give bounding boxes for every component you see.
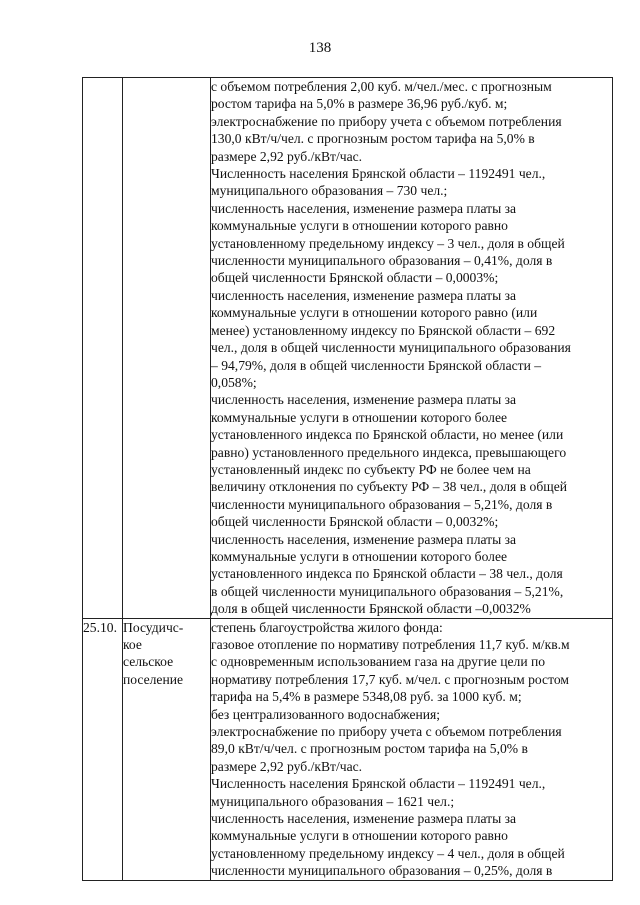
description-line: численность населения, изменение размера платы за (211, 392, 517, 408)
description-line: в общей численности муниципального образования – 5,21%, (211, 583, 564, 599)
description-line: электроснабжение по прибору учета с объемом потребления (211, 724, 562, 740)
description-line: численности муниципального образования – 5,21%, доля в (211, 496, 553, 512)
description-line: равно) установленного предельного индекса, превышающего (211, 444, 567, 460)
description-line: Численность населения Брянской области – 1192491 чел., (211, 776, 546, 792)
description-line: размере 2,92 руб./кВт/час. (211, 148, 363, 164)
description-line: муниципального образования – 730 чел.; (211, 183, 448, 199)
description-line: установленного индекса по Брянской области, но менее (или (211, 427, 564, 443)
description-line: коммунальные услуги в отношении которого равно (или (211, 305, 538, 321)
description-line: численность населения, изменение размера платы за (211, 287, 517, 303)
description-line: установленного индекса по Брянской области – 38 чел., доля (211, 566, 563, 582)
table-row (83, 618, 613, 880)
description-line: коммунальные услуги в отношении которого более (211, 548, 508, 564)
municipality-name-cell (123, 78, 211, 619)
description-line: численность населения, изменение размера платы за (211, 811, 517, 827)
description-line: размере 2,92 руб./кВт/час. (211, 758, 363, 774)
description-line: газовое отопление по нормативу потребления 11,7 куб. м/кв.м (211, 637, 570, 652)
description-line: доля в общей численности Брянской области –0,0032% (211, 601, 531, 617)
description-line: 130,0 кВт/ч/чел. с прогнозным ростом тарифа на 5,0% в (211, 131, 535, 147)
description-line: установленному предельному индексу – 3 чел., доля в общей (211, 235, 565, 251)
description-line: установленному предельному индексу – 4 чел., доля в общей (211, 845, 565, 861)
row-number-cell (83, 618, 123, 880)
description-line: установленный индекс по субъекту РФ не более чем на (211, 461, 531, 477)
municipality-name-line: кое (123, 637, 142, 652)
row-number-cell (83, 78, 123, 619)
table-row (83, 78, 613, 619)
description-line: численность населения, изменение размера платы за (211, 200, 517, 216)
description-line: общей численности Брянской области – 0,0032%; (211, 514, 499, 530)
description-line: тарифа на 5,4% в размере 5348,08 руб. за 1000 куб. м; (211, 689, 522, 705)
municipality-name-line: Посудичс- (123, 619, 184, 635)
description-line: численности муниципального образования – 0,25%, доля в (211, 863, 553, 879)
description-line: менее) установленному индексу по Брянской области – 692 (211, 322, 556, 338)
description-line: 89,0 кВт/ч/чел. с прогнозным ростом тарифа на 5,0% в (211, 741, 528, 757)
description-line: численность населения, изменение размера платы за (211, 531, 517, 547)
description-line: 0,058%; (211, 374, 257, 390)
description-cell (211, 78, 613, 619)
municipality-name-cell (123, 618, 211, 880)
description-line: численности муниципального образования – 0,41%, доля в (211, 253, 553, 269)
description-line: степень благоустройства жилого фонда: (211, 619, 443, 635)
description-line: величину отклонения по субъекту РФ – 38 чел., доля в общей (211, 479, 568, 495)
description-line: коммунальные услуги в отношении которого равно (211, 218, 508, 234)
description-line: – 94,79%, доля в общей численности Брянской области – (211, 357, 542, 373)
page-number: 138 (308, 40, 332, 56)
description-line: муниципального образования – 1621 чел.; (211, 793, 455, 809)
description-line: Численность населения Брянской области – 1192491 чел., (211, 166, 546, 182)
description-line: чел., доля в общей численности муниципального образования (211, 340, 571, 356)
description-line: без централизованного водоснабжения; (211, 706, 441, 722)
row-number: 25.10. (83, 619, 117, 635)
description-line: общей численности Брянской области – 0,0003%; (211, 270, 499, 286)
municipality-name-line: сельское (123, 654, 174, 670)
description-line: с одновременным использованием газа на другие цели по (211, 654, 546, 670)
document-table (82, 77, 613, 881)
description-line: коммунальные услуги в отношении которого более (211, 409, 508, 425)
description-line: электроснабжение по прибору учета с объемом потребления (211, 113, 562, 129)
description-line: нормативу потребления 17,7 куб. м/чел. с прогнозным ростом (211, 671, 569, 687)
description-line: ростом тарифа на 5,0% в размере 36,96 руб./куб. м; (211, 96, 508, 112)
description-line: коммунальные услуги в отношении которого равно (211, 828, 508, 844)
municipality-name-line: поселение (123, 671, 184, 687)
description-line: с объемом потребления 2,00 куб. м/чел./мес. с прогнозным (211, 79, 552, 94)
description-cell (211, 618, 613, 880)
